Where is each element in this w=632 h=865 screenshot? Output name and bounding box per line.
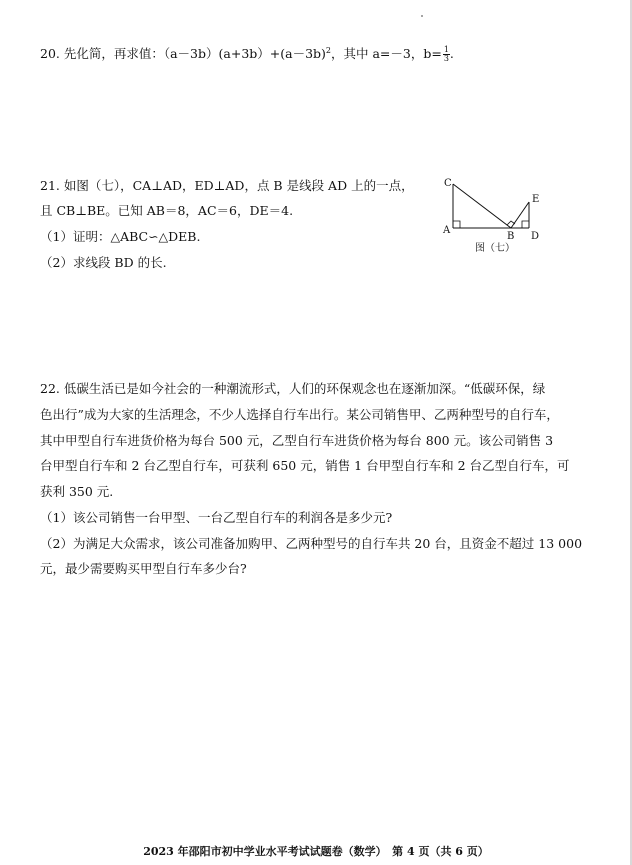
q20-text: 20. 先化简，再求值：（a－3b）(a+3b）+(a－3b) xyxy=(40,46,326,61)
question-22-line-5: 获利 350 元. xyxy=(40,484,114,499)
figure-7-diagram xyxy=(435,172,555,256)
figure-7 xyxy=(435,172,555,256)
question-21-part-2: （2）求线段 BD 的长. xyxy=(40,255,167,270)
question-20 xyxy=(40,46,454,63)
question-21-line-1: 21. 如图（七），CA⊥AD，ED⊥AD，点 B 是线段 AD 上的一点， xyxy=(40,178,414,193)
b-fraction xyxy=(443,46,450,63)
q20-end: . xyxy=(449,46,454,61)
question-22-part-2-line-2: 元，最少需要购买甲型自行车多少台? xyxy=(40,561,247,576)
question-22-part-2-line-1: （2）为满足大众需求，该公司准备加购甲、乙两种型号的自行车共 20 台，且资金不超过 13 000 xyxy=(40,536,583,551)
label-b: B xyxy=(507,231,515,242)
q20-condition: ，其中 a=－3，b= xyxy=(331,46,442,61)
question-22-line-3: 其中甲型自行车进货价格为每台 500 元，乙型自行车进货价格为每台 800 元。该公司销售 3 xyxy=(40,433,554,448)
scan-speck xyxy=(421,15,423,17)
label-c: C xyxy=(444,178,452,189)
question-22-line-4: 台甲型自行车和 2 台乙型自行车，可获利 650 元，销售 1 台甲型自行车和 2 台乙型自行车，可 xyxy=(40,458,570,473)
segment-be xyxy=(511,202,529,228)
question-21-line-2: 且 CB⊥BE。已知 AB＝8，AC＝6，DE＝4. xyxy=(40,203,294,218)
segment-cb xyxy=(453,184,511,228)
question-22-part-1: （1）该公司销售一台甲型、一台乙型自行车的利润各是多少元? xyxy=(40,510,393,525)
fraction-numerator: 1 xyxy=(443,45,449,54)
figure-caption: 图（七） xyxy=(475,243,515,254)
question-22-line-2: 色出行”成为大家的生活理念，不少人选择自行车出行。某公司销售甲、乙两种型号的自行车， xyxy=(40,407,559,422)
right-angle-a xyxy=(453,221,460,228)
question-22-line-1: 22. 低碳生活已是如今社会的一种潮流形式，人们的环保观念也在逐渐加深。“低碳环保，绿 xyxy=(40,381,546,396)
question-21-part-1: （1）证明：△ABC∽△DEB. xyxy=(40,229,201,244)
fraction-denominator: 3 xyxy=(443,54,449,63)
q20-exponent: 2 xyxy=(325,45,331,55)
right-angle-d xyxy=(522,221,529,228)
page-footer: 2023 年邵阳市初中学业水平考试试题卷（数学） 第 4 页（共 6 页） xyxy=(143,845,489,858)
label-a: A xyxy=(443,225,451,236)
label-d: D xyxy=(531,231,540,242)
label-e: E xyxy=(532,194,540,205)
